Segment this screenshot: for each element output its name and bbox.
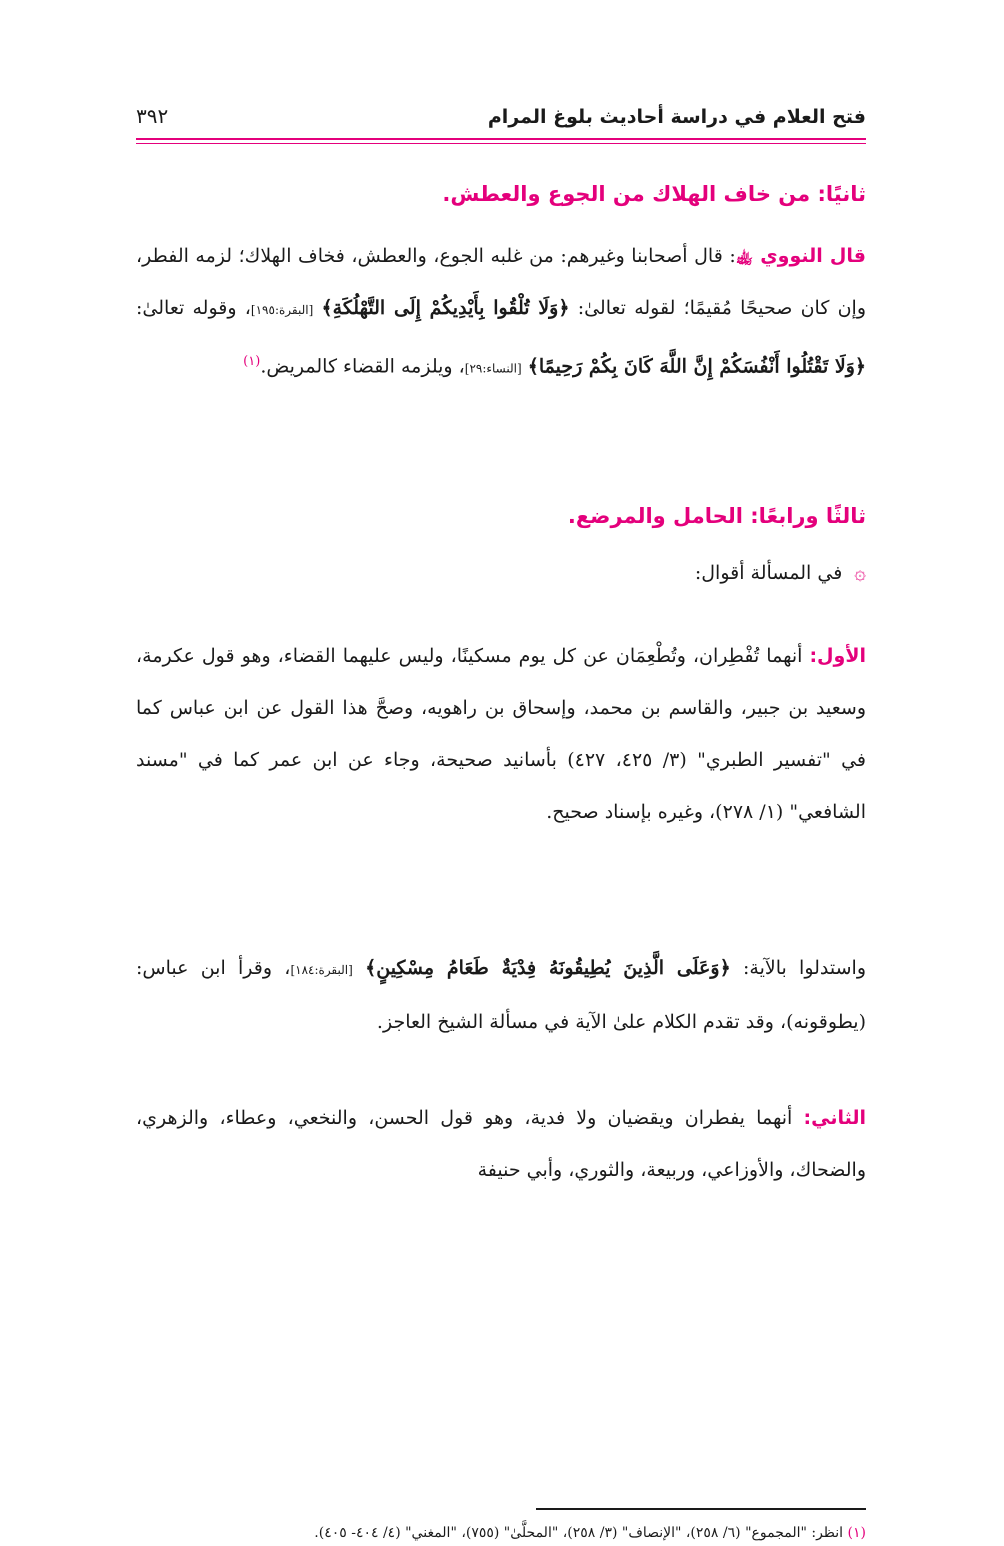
paragraph-lead-first: الأول: <box>809 645 866 667</box>
ornament-icon: ۞ <box>854 560 866 584</box>
verse-reference: [البقرة:١٩٥] <box>250 303 314 317</box>
quran-verse: ﴿وَلَا تَقْتُلُوا أَنْفُسَكُمْ إِنَّ اللَّهَ كَانَ بِكُمْ رَحِيمًا﴾ <box>527 355 866 378</box>
section-heading-pregnant-nursing: ثالثًا ورابعًا: الحامل والمرضع. <box>567 504 866 528</box>
paragraph-verse-evidence <box>136 942 866 1048</box>
paragraph-lead-nawawi: قال النووي ﵀ <box>735 245 866 267</box>
paragraph-text: ، وقوله تعالىٰ: <box>136 297 251 319</box>
paragraph-text: ، ويلزمه القضاء كالمريض. <box>260 355 465 378</box>
paragraph-lead-second: الثاني: <box>803 1107 866 1129</box>
footnote-number: (١) <box>847 1525 866 1541</box>
section-heading-hunger-thirst: ثانيًا: من خاف الهلاك من الجوع والعطش. <box>442 182 866 206</box>
page-header <box>136 100 866 140</box>
paragraph-text: : قال أصحابنا وغيرهم: من غلبه الجوع، والعطش، فخاف الهلاك؛ لزمه الفطر، وإن كان صحيحًا مُقيمًا؛ لقوله تعالىٰ: <box>136 245 867 319</box>
book-title: فتح العلام في دراسة أحاديث بلوغ المرام <box>487 106 866 128</box>
quran-verse: ﴿وَلَا تُلْقُوا بِأَيْدِيكُمْ إِلَى التَّهْلُكَةِ﴾ <box>321 297 570 319</box>
paragraph-text: أنهما يفطران ويقضيان ولا فدية، وهو قول الحسن، والنخعي، وعطاء، والزهري، والضحاك، والأوزاعي، وربيعة، والثوري، وأبي حنيفة <box>136 1107 866 1181</box>
paragraph-first-opinion <box>136 630 866 838</box>
verse-reference: [النساء:٢٩] <box>464 361 522 376</box>
paragraph-second-opinion <box>136 1092 866 1196</box>
verse-reference: [البقرة:١٨٤] <box>290 963 353 977</box>
page <box>136 100 867 1541</box>
paragraph-nawawi <box>136 230 866 394</box>
opinions-intro-text: في المسألة أقوال: <box>694 562 843 584</box>
footnote-marker[interactable]: (١) <box>243 354 261 369</box>
footnote-divider <box>536 1508 866 1510</box>
paragraph-text: ، وقرأ ابن عباس: (يطوقونه)، وقد تقدم الكلام علىٰ الآية في مسألة الشيخ العاجز. <box>136 957 866 1033</box>
page-number: ٣٩٢ <box>136 104 169 128</box>
opinions-intro <box>695 560 866 584</box>
paragraph-text: واستدلوا بالآية: <box>730 957 867 979</box>
quran-verse: ﴿وَعَلَى الَّذِينَ يُطِيقُونَهُ فِدْيَةٌ طَعَامُ مِسْكِينٍ﴾ <box>365 957 731 979</box>
paragraph-text: أنهما تُفْطِران، وتُطْعِمَان عن كل يوم مسكينًا، وليس عليهما القضاء، وهو قول عكرمة، وسعيد بن جبير، والقاسم بن محمد، وإسحاق بن راهويه، وصحَّ هذا القول عن ابن عباس كما في "تفسير الطبري" (٣/ ٤٢٥، ٤٢٧) بأسانيد صحيحة، وجاء عن ابن عمر كما في "مسند الشافعي" (١/ ٢٧٨)، وغيره بإسناد صحيح. <box>136 645 866 823</box>
footnote <box>136 1520 866 1546</box>
footnote-text: انظر: "المجموع" (٦/ ٢٥٨)، "الإنصاف" (٣/ ٢٥٨)، "المحلَّىٰ" (٧٥٥)، "المغني" (٤/ ٤٠٤- ٤٠٥). <box>314 1525 848 1541</box>
